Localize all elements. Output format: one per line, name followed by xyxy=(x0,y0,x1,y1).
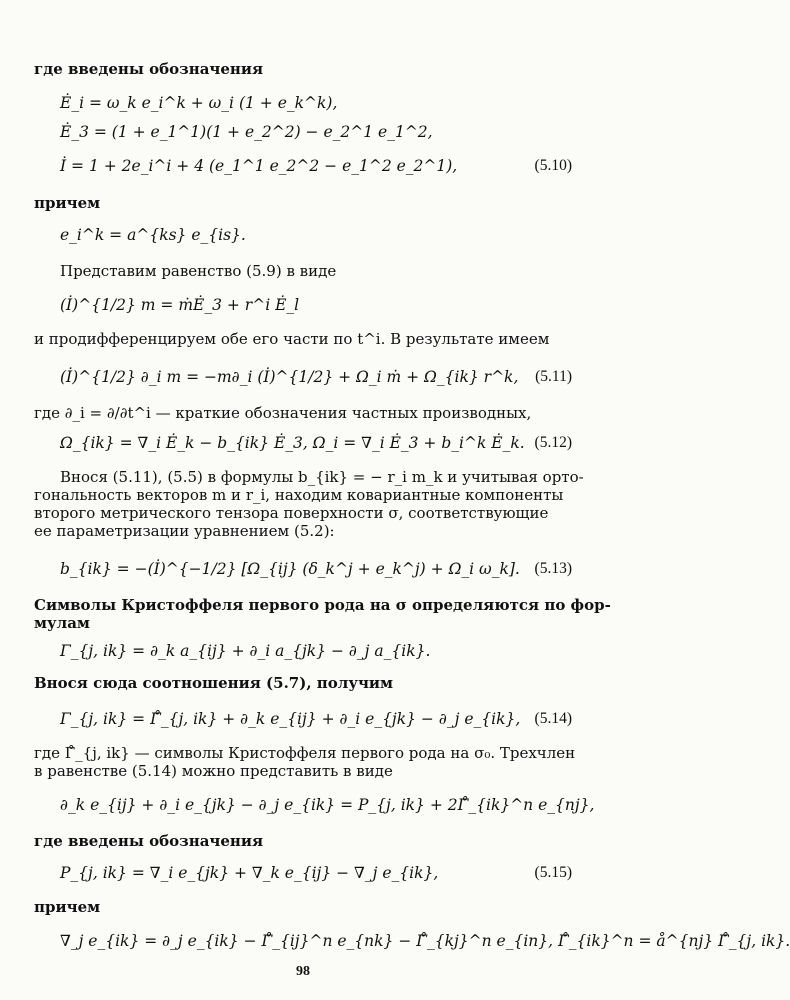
text-line: Внося сюда соотношения (5.7), получим xyxy=(34,674,394,692)
text-line: где Γ̊_{j, ik} — символы Кристоффеля первого рода на σ₀. Трехчлен xyxy=(34,744,576,762)
formula-line: b_{ik} = −(İ)^{−1/2} [Ω_{ij} (δ_k^j + e_k^j) + Ω_i ω_k]. xyxy=(60,560,520,578)
equation-number: (5.14) xyxy=(534,710,572,727)
formula-line: ∂_k e_{ij} + ∂_i e_{jk} − ∂_j e_{ik} = P_{j, ik} + 2Γ̊_{ik}^n e_{nj}, xyxy=(60,796,595,814)
text-line: Представим равенство (5.9) в виде xyxy=(60,262,337,280)
equation-number: (5.15) xyxy=(534,864,572,881)
formula-line: Ė_3 = (1 + e_1^1)(1 + e_2^2) − e_2^1 e_1^2, xyxy=(60,123,433,141)
text-line: в равенстве (5.14) можно представить в виде xyxy=(34,762,393,780)
equation-number: (5.13) xyxy=(534,560,572,577)
text-line: где ∂_i = ∂/∂t^i — краткие обозначения частных производных, xyxy=(34,404,532,422)
equation-number: (5.11) xyxy=(535,368,572,385)
text-line: Внося (5.11), (5.5) в формулы b_{ik} = − r_i m_k и учитывая орто- xyxy=(60,468,584,486)
formula-line: Ω_{ik} = ∇_i Ė_k − b_{ik} Ė_3, Ω_i = ∇_i Ė_3 + b_i^k Ė_k. xyxy=(60,434,525,452)
formula-line: İ = 1 + 2e_i^i + 4 (e_1^1 e_2^2 − e_1^2 e_2^1), xyxy=(60,157,458,175)
text-line: второго метрического тензора поверхности σ, соответствующие xyxy=(34,504,549,522)
text-line: где введены обозначения xyxy=(34,832,264,850)
text-line: мулам xyxy=(34,614,90,632)
equation-number: (5.12) xyxy=(534,434,572,451)
formula-line: Γ_{j, ik} = ∂_k a_{ij} + ∂_i a_{jk} − ∂_j a_{ik}. xyxy=(60,642,431,660)
text-line: гональность векторов m и r_i, находим ковариантные компоненты xyxy=(34,486,564,504)
formula-line: Γ_{j, ik} = Γ̊_{j, ik} + ∂_k e_{ij} + ∂_i e_{jk} − ∂_j e_{ik}, xyxy=(60,710,521,728)
formula-line: ∇_j e_{ik} = ∂_j e_{ik} − Γ̊_{ij}^n e_{nk} − Γ̊_{kj}^n e_{in}, Γ̊_{ik}^n = å^{nj} Γ̊_{j, ik}. xyxy=(60,932,790,950)
text-line: причем xyxy=(34,194,101,212)
text-line: Символы Кристоффеля первого рода на σ определяются по фор- xyxy=(34,596,611,614)
formula-line: e_i^k = a^{ks} e_{is}. xyxy=(60,226,246,244)
formula-line: P_{j, ik} = ∇_i e_{jk} + ∇_k e_{ij} − ∇_j e_{ik}, xyxy=(60,864,439,882)
text-line: где введены обозначения xyxy=(34,60,264,78)
equation-number: (5.10) xyxy=(534,157,572,174)
formula-line: (İ)^{1/2} m = ṁĖ_3 + r^i Ė_l xyxy=(60,296,300,314)
text-line: ее параметризации уравнением (5.2): xyxy=(34,522,335,540)
text-line: причем xyxy=(34,898,101,916)
page-number: 98 xyxy=(296,964,310,979)
formula-line: (İ)^{1/2} ∂_i m = −m∂_i (İ)^{1/2} + Ω_i ṁ + Ω_{ik} r^k, xyxy=(60,368,519,386)
text-line: и продифференцируем обе его части по t^i. В результате имеем xyxy=(34,330,550,348)
formula-line: Ė_i = ω_k e_i^k + ω_i (1 + e_k^k), xyxy=(60,94,338,112)
